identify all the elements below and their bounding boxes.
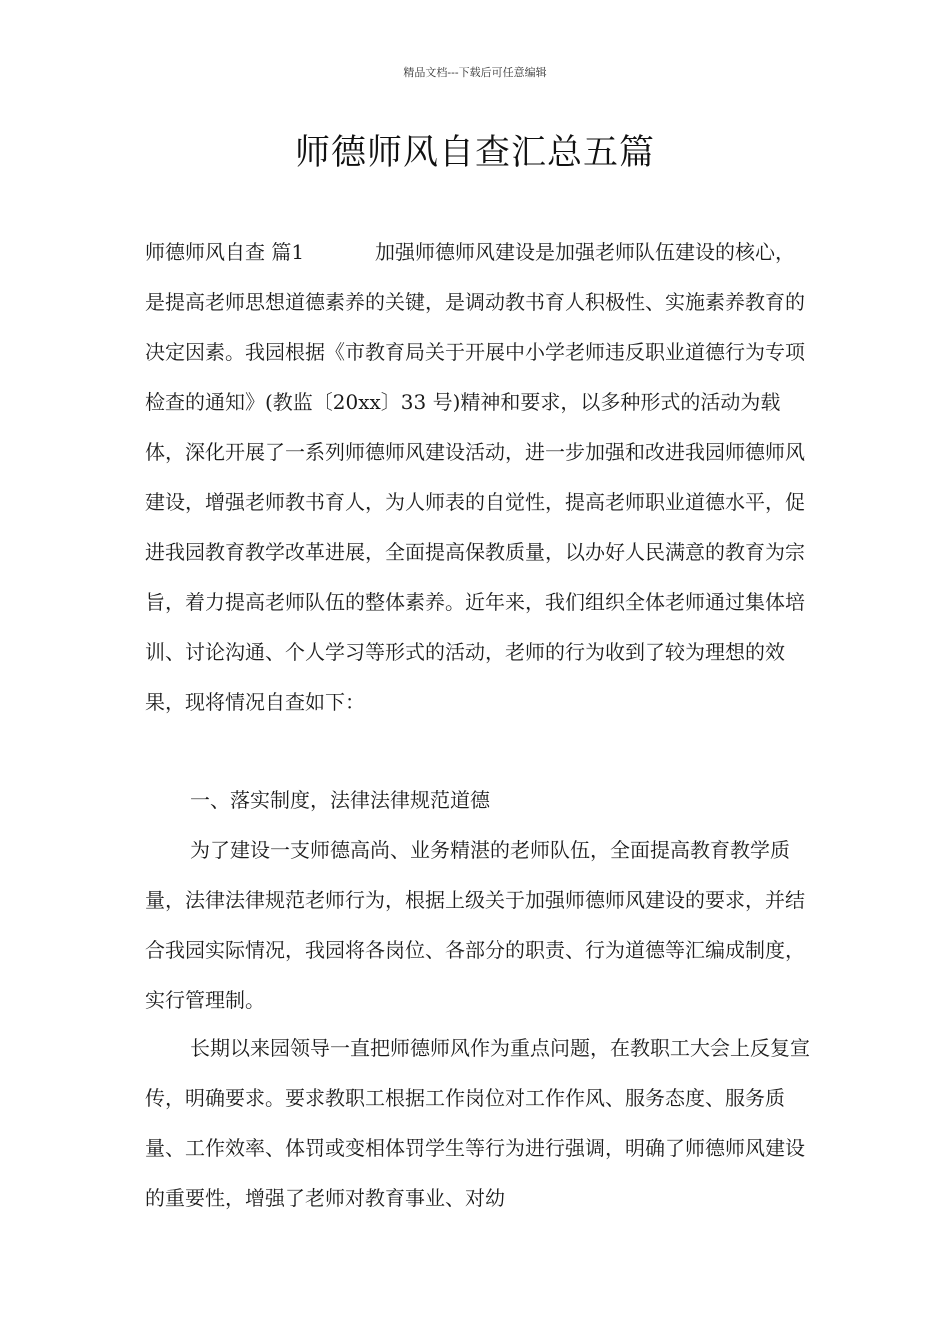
document-title: 师德师风自查汇总五篇 bbox=[294, 133, 655, 173]
section-heading-1: 一、落实制度，法律法律规范道德 bbox=[190, 788, 490, 812]
paragraph-2: 为了建设一支师德高尚、业务精湛的老师队伍，全面提高教育教学质量，法律法律规范老师行为，根据上级关于加强师德师风建设的要求，并结合我园实际情况，我园将各岗位、各部分的职责、行为道德等汇编成制度，实行管理制。 bbox=[145, 838, 805, 1012]
paragraph-3: 长期以来园领导一直把师德师风作为重点问题，在教职工大会上反复宣传，明确要求。要求教职工根据工作岗位对工作作风、服务态度、服务质量、工作效率、体罚或变相体罚学生等行为进行强调，明确了师德师风建设的重要性，增强了老师对教育事业、对幼 bbox=[145, 1036, 810, 1210]
paragraph-1 bbox=[145, 227, 810, 727]
section-label: 师德师风自查 篇1 bbox=[145, 240, 305, 264]
header-note: 精品文档---下载后可任意编辑 bbox=[403, 66, 547, 79]
paragraph-1-text: 加强师德师风建设是加强老师队伍建设的核心，是提高老师思想道德素养的关键，是调动教书育人积极性、实施素养教育的决定因素。我园根据《市教育局关于开展中小学老师违反职业道德行为专项检查的通知》(教监〔20xx〕33 号)精神和要求，以多种形式的活动为载体，深化开展了一系列师德师风建设活动，进一步加强和改进我园师德师风建设，增强老师教书育人，为人师表的自觉性，提高老师职业道德水平，促进我园教育教学改革进展，全面提高保教质量，以办好人民满意的教育为宗旨，着力提高老师队伍的整体素养。近年来，我们组织全体老师通过集体培训、讨论沟通、个人学习等形式的活动，老师的行为收到了较为理想的效果，现将情况自查如下： bbox=[145, 240, 805, 714]
